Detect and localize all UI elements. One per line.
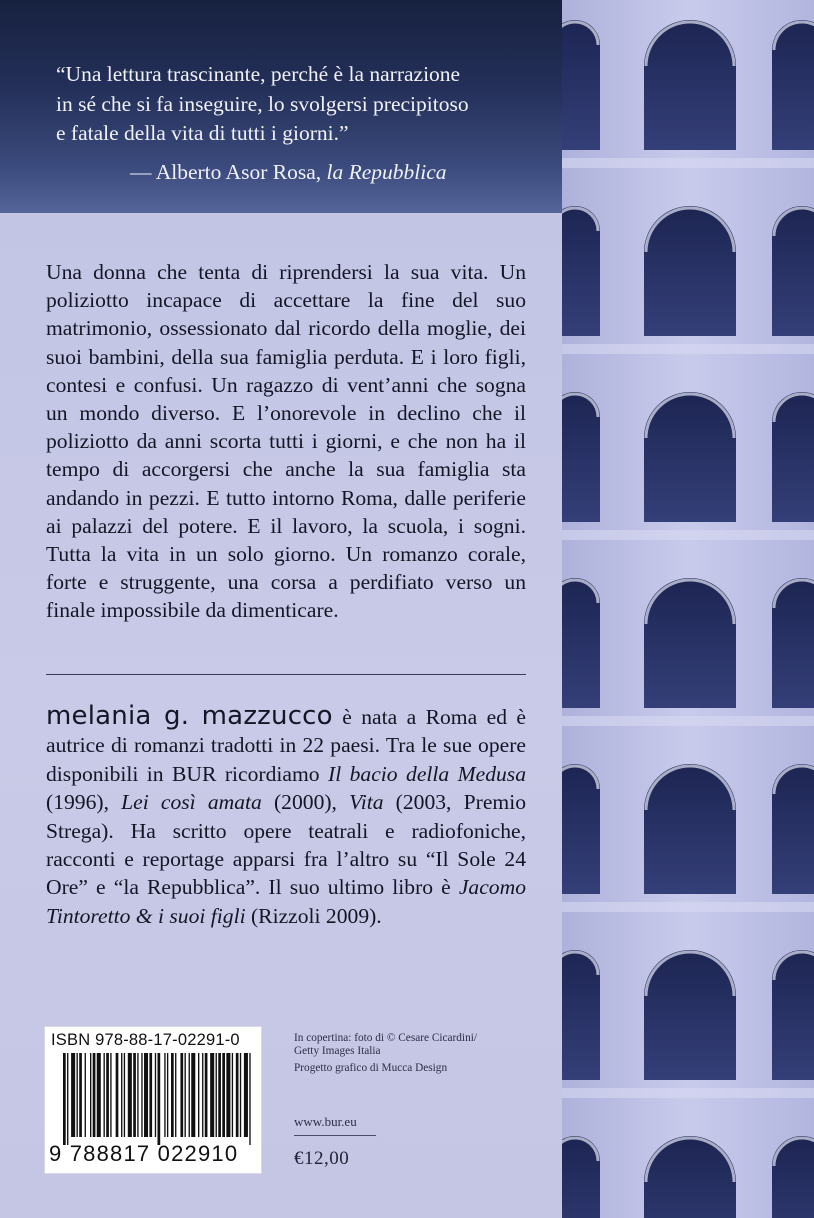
barcode-digits: 9 788817 022910 [49, 1141, 239, 1166]
bio-text: (2000), [261, 790, 350, 815]
bio-text: (Rizzoli 2009). [245, 903, 382, 928]
barcode-block [44, 1026, 262, 1174]
synopsis-text: Una donna che tenta di riprendersi la sua vita. Un poliziotto incapace di accettare la fine del suo matrimonio, ossessionato dal ricordo della moglie, dei suoi bambini, della sua famiglia perduta. E i loro figli, contesi e confusi. Un ragazzo di vent’anni che sogna un mondo diverso. E l’onorevole in declino che il poliziotto da anni scorta tutti i giorni, e che non ha il tempo di accorgersi che anche la sua famiglia sta andando in pezzi. E tutto intorno Roma, dalle periferie ai palazzi del potere. E il lavoro, la scuola, i sogni. Tutta la vita in un solo giorno. Un romanzo corale, forte e struggente, una corsa a perdifiato verso un finale impossibile da dimenticare. [46, 260, 526, 623]
isbn-label: ISBN 978-88-17-02291-0 [51, 1031, 240, 1049]
quote-author: — Alberto Asor Rosa, [130, 160, 327, 184]
photo-credit-agency: Getty Images Italia [294, 1045, 381, 1057]
book-title: Vita [349, 790, 384, 815]
price-label: €12,00 [294, 1148, 350, 1169]
quote-line: in sé che si fa inseguire, lo svolgersi precipitoso [56, 91, 469, 116]
publisher-website: www.bur.eu [294, 1114, 357, 1129]
author-name: melania g. mazzucco [46, 701, 333, 731]
book-title: Lei così amata [121, 790, 262, 815]
quote-attribution [130, 158, 550, 187]
cover-credits [294, 1032, 534, 1075]
quote-source: la Repubblica [326, 160, 447, 184]
book-title: Jacomo Tintoretto & i suoi figli [46, 875, 526, 928]
barcode-icon [63, 1053, 253, 1145]
price-divider [294, 1135, 376, 1136]
bio-text: (2003, Premio Strega). Ha scritto opere teatrali e radiofoniche, racconti e reportage apparsi fra l’altro su “Il Sole 24 Ore” e “la Repubblica”. Il suo ultimo libro è [46, 790, 526, 900]
photo-credit: In copertina: foto di © Cesare Cicardini/ [294, 1032, 478, 1044]
bio-text: (1996), [46, 790, 122, 815]
author-bio [46, 702, 526, 930]
design-credit: Progetto grafico di Mucca Design [294, 1062, 448, 1074]
cover-photo-arches [562, 0, 814, 1218]
bio-text: è nata a Roma ed è autrice di romanzi tradotti in 22 paesi. Tra le sue opere disponibili in BUR ricordiamo [46, 705, 526, 786]
review-quote [56, 60, 546, 149]
section-divider [46, 674, 526, 675]
book-title: Il bacio della Medusa [328, 761, 526, 786]
quote-line: e fatale della vita di tutti i giorni.” [56, 121, 349, 145]
quote-band [0, 0, 562, 213]
quote-line: “Una lettura trascinante, perché è la narrazione [56, 62, 461, 86]
